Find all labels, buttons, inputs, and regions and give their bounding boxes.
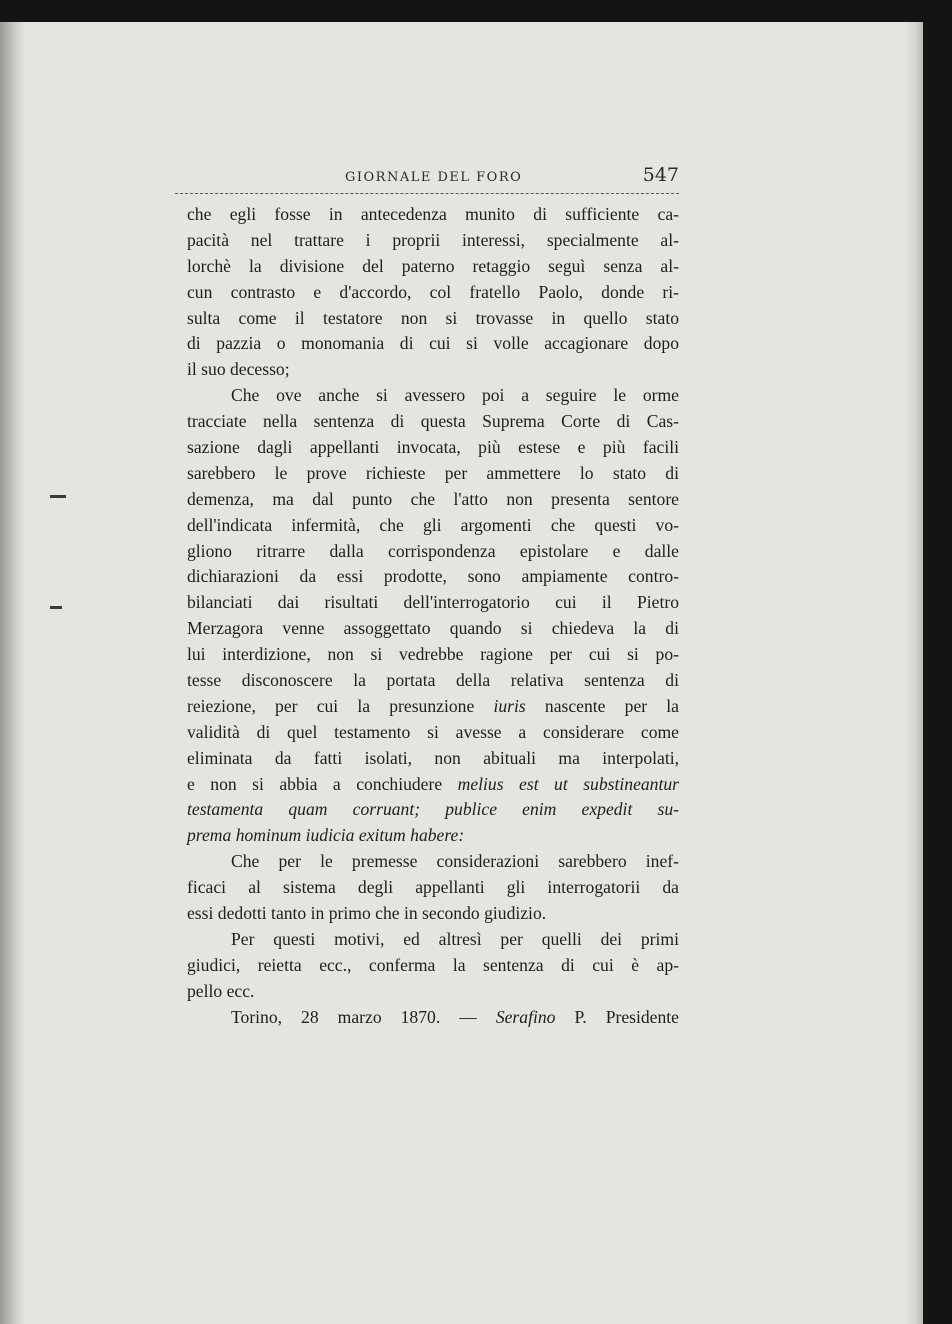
- text-line: prema hominum iudicia exitum habere:: [187, 825, 465, 846]
- text-line: sazione dagli appellanti invocata, più estese e più facili: [187, 437, 679, 458]
- text-line: Per questi motivi, ed altresì per quelli dei primi: [231, 928, 679, 949]
- text-line: di pazzia o monomania di cui si volle accagionare dopo: [187, 333, 679, 354]
- text-line: giudici, reietta ecc., conferma la sentenza di cui è ap-: [187, 954, 679, 975]
- text-line: lorchè la divisione del paterno retaggio seguì senza al-: [187, 255, 679, 276]
- margin-mark: [50, 495, 66, 498]
- text-line: reiezione, per cui la presunzione iuris nascente per la: [187, 695, 679, 716]
- binding-shadow: [0, 22, 26, 1324]
- text-line: bilanciati dai risultati dell'interrogatorio cui il Pietro: [187, 592, 679, 613]
- text-line: pello ecc.: [187, 980, 255, 1001]
- page-number: 547: [642, 164, 679, 186]
- text-line: ficaci al sistema degli appellanti gli interrogatorii da: [187, 877, 679, 898]
- text-line: eliminata da fatti isolati, non abituali ma interpolati,: [187, 747, 679, 768]
- text-line: dell'indicata infermità, che gli argomenti che questi vo-: [187, 514, 679, 535]
- text-line: Che ove anche si avessero poi a seguire le orme: [231, 385, 679, 406]
- signature-line: Torino, 28 marzo 1870. — Serafino P. Presidente: [231, 1006, 679, 1027]
- header-rule: [175, 193, 679, 194]
- body-text: [187, 202, 679, 1031]
- text-line: che egli fosse in antecedenza munito di sufficiente ca-: [187, 204, 679, 224]
- text-line: dichiarazioni da essi prodotte, sono ampiamente contro-: [187, 566, 679, 587]
- text-line: Che per le premesse considerazioni sarebbero inef-: [231, 851, 679, 872]
- text-line: cun contrasto e d'accordo, col fratello Paolo, donde ri-: [187, 281, 679, 302]
- text-line: validità di quel testamento si avesse a considerare come: [187, 721, 679, 742]
- page-edge: [905, 22, 923, 1324]
- text-line: sulta come il testatore non si trovasse in quello stato: [187, 307, 679, 328]
- text-line: e non si abbia a conchiudere melius est ut substineantur: [187, 773, 680, 794]
- text-line: tracciate nella sentenza di questa Suprema Corte di Cas-: [187, 411, 679, 432]
- text-line: demenza, ma dal punto che l'atto non presenta sentore: [187, 488, 679, 509]
- text-line: pacità nel trattare i proprii interessi, specialmente al-: [187, 229, 679, 250]
- text-line: gliono ritrarre dalla corrispondenza epistolare e dalle: [187, 540, 679, 561]
- page-header: [187, 164, 679, 188]
- text-line: essi dedotti tanto in primo che in secondo giudizio.: [187, 903, 547, 924]
- text-line: tesse disconoscere la portata della relativa sentenza di: [187, 670, 679, 691]
- margin-mark: [50, 606, 62, 609]
- text-line: sarebbero le prove richieste per ammettere lo stato di: [187, 462, 679, 483]
- text-line: Merzagora venne assoggettato quando si chiedeva la di: [187, 618, 679, 639]
- text-line: lui interdizione, non si vedrebbe ragione per cui si po-: [187, 644, 679, 665]
- running-title: GIORNALE DEL FORO: [345, 170, 523, 185]
- text-line: testamenta quam corruant; publice enim expedit su-: [187, 799, 679, 820]
- text-line: il suo decesso;: [187, 359, 290, 380]
